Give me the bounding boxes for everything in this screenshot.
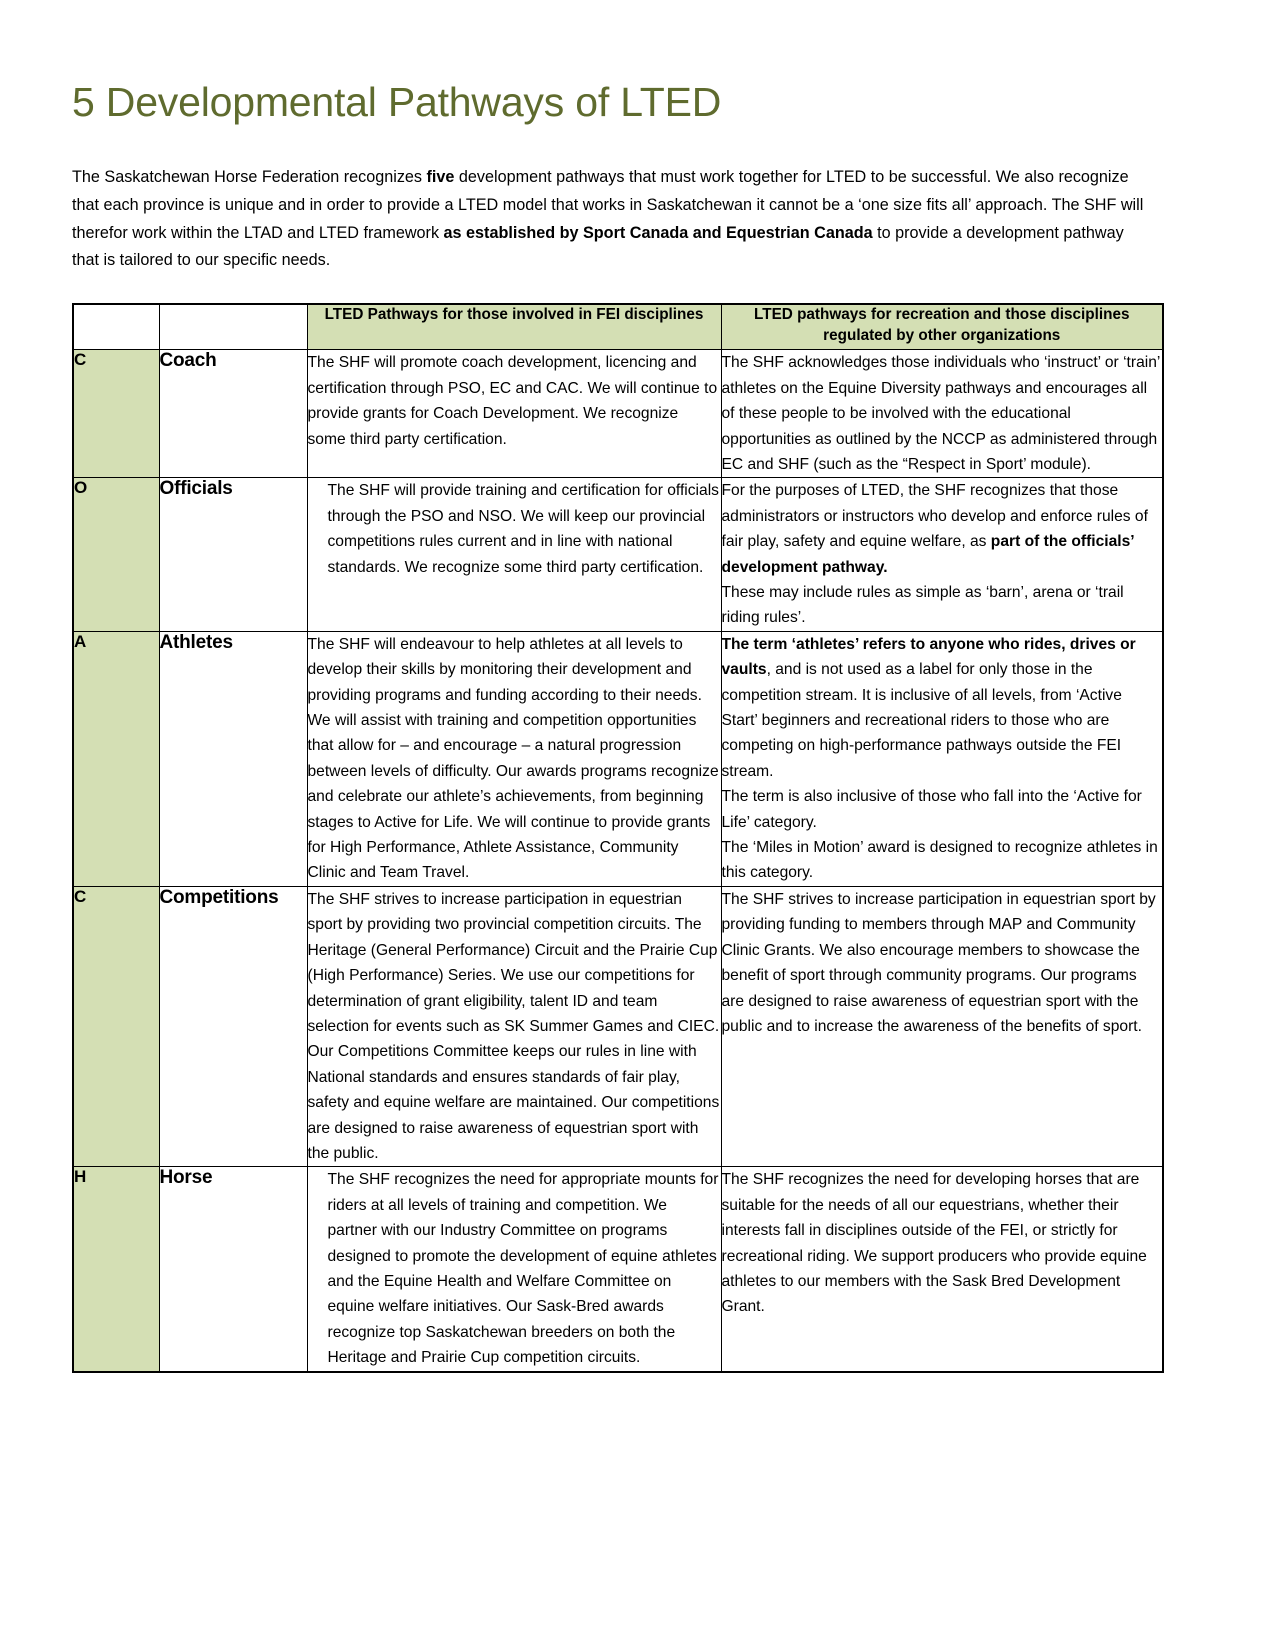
fei-pathway-cell-coach [307,350,721,478]
row-letter-athletes: A [73,631,159,886]
row-label-coach: Coach [159,350,307,478]
row-label-athletes: Athletes [159,631,307,886]
row-label-horse: Horse [159,1167,307,1372]
bold-text: The term ‘athletes’ refers to anyone who rides, drives or vaults [721,635,1136,679]
header-letter-blank [73,304,159,350]
table-row [73,478,1163,631]
header-recreation-pathways: LTED pathways for recreation and those disciplines regulated by other organizations [721,304,1163,350]
table-row [73,1167,1163,1372]
table-row [73,350,1163,478]
recreation-pathway-cell-athletes [721,631,1163,886]
pathways-table-body [73,350,1163,1372]
paragraph: The SHF recognizes the need for appropriate mounts for riders at all levels of training and competition. We partner with our Industry Committee on programs designed to promote the development of equine athletes and the Equine Health and Welfare Committee on equine welfare initiatives. Our Sask-Bred awards recognize top Saskatchewan breeders on both the Heritage and Prairie Cup competition circuits. [327,1171,719,1367]
paragraph: These may include rules as simple as ‘barn’, arena or ‘trail riding rules’. [721,584,1124,627]
row-letter-coach: C [73,350,159,478]
recreation-pathway-cell-coach [721,350,1163,478]
paragraph: The SHF recognizes the need for developing horses that are suitable for the needs of all our equestrians, whether their interests fall in disciplines outside of the FEI, or strictly for recreational riding. We support producers who provide equine athletes to our members with the Sask Bred Development Grant. [721,1171,1147,1316]
page-title: 5 Developmental Pathways of LTED [72,79,722,125]
table-row [73,631,1163,886]
paragraph: For the purposes of LTED, the SHF recognizes that those administrators or instructors who develop and enforce rules of fair play, safety and equine welfare, as part of the officials’ development pathway. [721,482,1148,576]
paragraph: The term ‘athletes’ refers to anyone who rides, drives or vaults, and is not used as a label for only those in the competition stream. It is inclusive of all levels, from ‘Active Start’ beginners and recreational riders to those who are competing on high-performance pathways outside the FEI stream. [721,635,1136,780]
row-label-officials: Officials [159,478,307,631]
paragraph: The ‘Miles in Motion’ award is designed to recognize athletes in this category. [721,839,1158,882]
paragraph: The SHF will provide training and certification for officials through the PSO and NSO. We will keep our provincial competitions rules current and in line with national standards. We recognize some third party certification. [327,482,719,576]
row-letter-competitions: C [73,886,159,1166]
recreation-pathway-cell-officials [721,478,1163,631]
table-header-row [73,304,1163,350]
table-row [73,886,1163,1166]
fei-pathway-cell-horse [307,1167,721,1372]
bold-text: part of the officials’ development pathway. [721,533,1134,576]
paragraph: The SHF will promote coach development, licencing and certification through PSO, EC and CAC. We will continue to provide grants for Coach Development. We recognize some third party certification. [307,354,718,448]
paragraph: The SHF strives to increase participation in equestrian sport by providing funding to members through MAP and Community Clinic Grants. We also encourage members to showcase the benefit of sport through community programs. Our programs are designed to raise awareness of equestrian sport with the public and to increase the awareness of the benefits of sport. [721,890,1156,1035]
recreation-pathway-cell-horse [721,1167,1163,1372]
fei-pathway-cell-officials [307,478,721,631]
header-name-blank [159,304,307,350]
row-letter-officials: O [73,478,159,631]
row-label-competitions: Competitions [159,886,307,1166]
intro-paragraph: The Saskatchewan Horse Federation recognizes five development pathways that must work together for LTED to be successful. We also recognize that each province is unique and in order to provide a LTED model that works in Saskatchewan it cannot be a ‘one size fits all’ approach. The SHF will therefor work within the LTAD and LTED framework as established by Sport Canada and Equestrian Canada to provide a development pathway that is tailored to our specific needs. [72,167,1144,270]
paragraph: The SHF strives to increase participation in equestrian sport by providing two provincial competition circuits. The Heritage (General Performance) Circuit and the Prairie Cup (High Performance) Series. We use our competitions for determination of grant eligibility, talent ID and team selection for events such as SK Summer Games and CIEC. Our Competitions Committee keeps our rules in line with National standards and ensures standards of fair play, safety and equine welfare are maintained. Our competitions are designed to raise awareness of equestrian sport with the public. [307,890,720,1162]
paragraph: The SHF will endeavour to help athletes at all levels to develop their skills by monitoring their development and providing programs and funding according to their needs. We will assist with training and competition opportunities that allow for – and encourage – a natural progression between levels of difficulty. Our awards programs recognize and celebrate our athlete’s achievements, from beginning stages to Active for Life. We will continue to provide grants for High Performance, Athlete Assistance, Community Clinic and Team Travel. [307,635,719,882]
bold-text: five [426,167,455,186]
fei-pathway-cell-athletes [307,631,721,886]
bold-text: as established by Sport Canada and Equestrian Canada [443,223,873,242]
header-fei-pathways: LTED Pathways for those involved in FEI disciplines [307,304,721,350]
pathways-table [72,303,1164,1372]
recreation-pathway-cell-competitions [721,886,1163,1166]
paragraph: The SHF acknowledges those individuals who ‘instruct’ or ‘train’ athletes on the Equine Diversity pathways and encourages all of these people to be involved with the educational opportunities as outlined by the NCCP as administered through EC and SHF (such as the “Respect in Sport’ module). [721,354,1160,473]
row-letter-horse: H [73,1167,159,1372]
fei-pathway-cell-competitions [307,886,721,1166]
paragraph: The term is also inclusive of those who fall into the ‘Active for Life’ category. [721,788,1142,831]
